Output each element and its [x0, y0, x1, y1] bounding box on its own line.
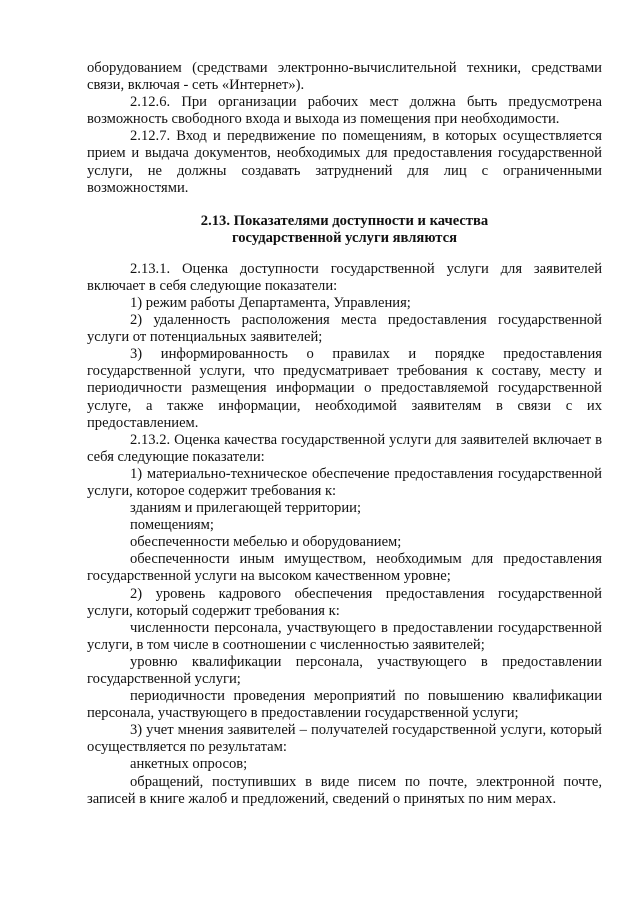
paragraphs-before	[87, 60, 602, 197]
list-item: зданиям и прилегающей территории;	[130, 500, 362, 517]
section-heading-line1: 2.13. Показателями доступности и качества	[200, 212, 489, 229]
list-item: 2) уровень кадрового обеспечения предоставления государственной услуги, который содержит требования к:	[87, 585, 602, 619]
list-item: 1) материально-техническое обеспечение предоставления государственной услуги, которое содержит требования к:	[87, 465, 602, 499]
paragraph-2-13-1: 2.13.1. Оценка доступности государственной услуги для заявителей включает в себя следующие показатели:	[87, 260, 602, 294]
paragraph-2-13-2: 2.13.2. Оценка качества государственной услуги для заявителей включает в себя следующие показатели:	[87, 431, 602, 465]
list-item: обеспеченности иным имуществом, необходимым для предоставления государственной услуги на высоком качественном уровне;	[87, 551, 602, 585]
paragraphs-after	[87, 261, 602, 808]
list-item: периодичности проведения мероприятий по повышению квалификации персонала, участвующего в предоставлении государственной услуги;	[87, 688, 602, 722]
list-item: 3) информированность о правилах и порядке предоставления государственной услуги, что предусматривает требования к составу, месту и периодичности размещения информации о предоставляемой государственной услуге, а также информации, необходимой заявителям в связи с их предоставлением.	[87, 346, 602, 431]
list-item: помещениям;	[130, 517, 214, 534]
paragraph-2-12-6: 2.12.6. При организации рабочих мест должна быть предусмотрена возможность свободного входа и выхода из помещения при необходимости.	[87, 94, 602, 128]
list-item: численности персонала, участвующего в предоставлении государственной услуги, в том числе в соотношении с численностью заявителей;	[87, 619, 602, 653]
list-item: 2) удаленность расположения места предоставления государственной услуги от потенциальных заявителей;	[87, 312, 602, 346]
list-item: 3) учет мнения заявителей – получателей государственной услуги, который осуществляется по результатам:	[87, 722, 602, 756]
paragraph-2-12-7: 2.12.7. Вход и передвижение по помещениям, в которых осуществляется прием и выдача документов, необходимых для предоставления государственной услуги, не должны создавать затруднений для лиц с ограниченными возможностями.	[87, 128, 602, 196]
list-item: обращений, поступивших в виде писем по почте, электронной почте, записей в книге жалоб и предложений, сведений о принятых по ним мерах.	[87, 773, 602, 807]
section-heading	[87, 213, 602, 247]
document-page	[87, 60, 602, 808]
list-item: уровню квалификации персонала, участвующего в предоставлении государственной услуги;	[87, 653, 602, 687]
list-item: 1) режим работы Департамента, Управления;	[130, 294, 411, 311]
list-item: обеспеченности мебелью и оборудованием;	[130, 534, 402, 551]
list-item: анкетных опросов;	[130, 756, 248, 773]
paragraph: оборудованием (средствами электронно-вычислительной техники, средствами связи, включая - сеть «Интернет»).	[87, 60, 602, 94]
section-heading-line2: государственной услуги являются	[231, 229, 458, 246]
